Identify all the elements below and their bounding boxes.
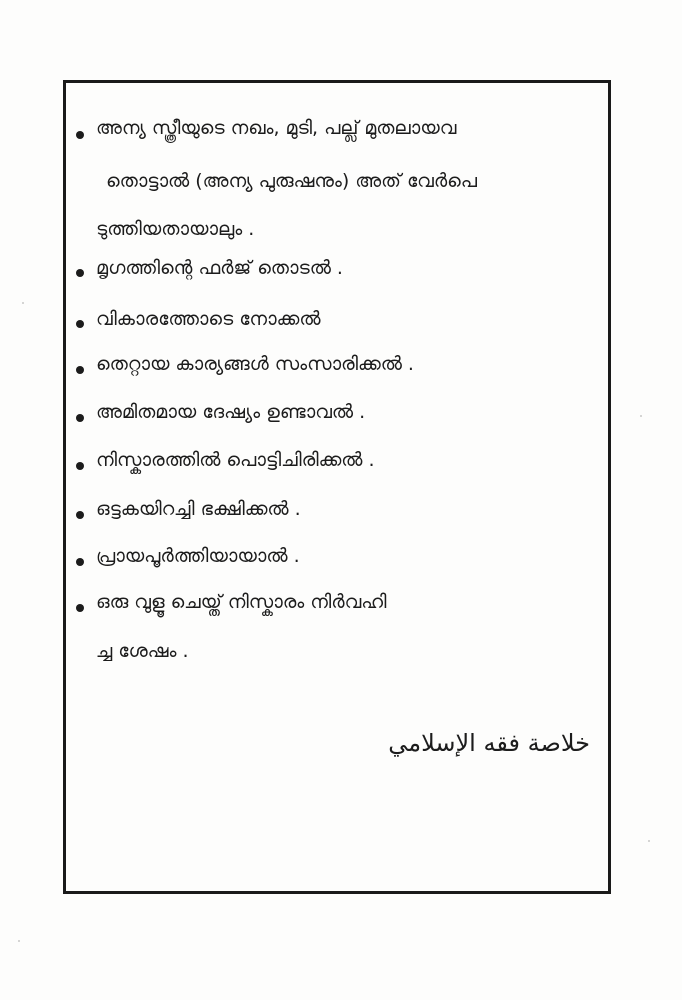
list-item-5: അമിതമായ ദേഷ്യം ഉണ്ടാവൽ . — [96, 401, 366, 423]
scan-speck — [18, 940, 20, 942]
list-item-1-line-2: തൊട്ടാൽ (അന്യ പുരുഷനും) അത് വേർപെ — [106, 170, 477, 192]
bullet-icon — [76, 558, 84, 566]
list-item-1-line-3: ടുത്തിയതായാലും . — [96, 218, 255, 240]
list-item-9-line-1: ഒരു വുളൂ ചെയ്ത് നിസ്കാരം നിർവഹി — [96, 591, 387, 613]
bullet-icon — [76, 604, 84, 612]
source-reference: خلاصة فقه الإسلامي — [388, 729, 590, 757]
bullet-icon — [76, 462, 84, 470]
list-item-8: പ്രായപൂർത്തിയായാൽ . — [96, 545, 300, 567]
bullet-icon — [76, 511, 84, 519]
list-item-1-line-1: അന്യ സ്ത്രീയുടെ നഖം, മുടി, പല്ല് മുതലായവ — [96, 117, 457, 139]
list-item-7: ഒട്ടകയിറച്ചി ഭക്ഷിക്കൽ . — [96, 498, 301, 520]
bullet-icon — [76, 320, 84, 328]
scan-speck — [640, 415, 642, 417]
bullet-icon — [76, 414, 84, 422]
list-item-6: നിസ്കാരത്തിൽ പൊട്ടിചിരിക്കൽ . — [96, 449, 375, 471]
bullet-icon — [76, 269, 84, 277]
scan-speck — [22, 302, 24, 304]
list-item-3: വികാരത്തോടെ നോക്കൽ — [96, 308, 321, 330]
bordered-frame — [63, 80, 611, 894]
bullet-icon — [76, 366, 84, 374]
bullet-icon — [76, 131, 84, 139]
list-item-4: തെറ്റായ കാര്യങ്ങൾ സംസാരിക്കൽ . — [96, 353, 414, 375]
list-item-9-line-2: ച്ച ശേഷം . — [96, 640, 189, 662]
list-item-2: മൃഗത്തിന്റെ ഫർജ് തൊടൽ . — [96, 257, 343, 279]
scan-speck — [648, 840, 650, 842]
